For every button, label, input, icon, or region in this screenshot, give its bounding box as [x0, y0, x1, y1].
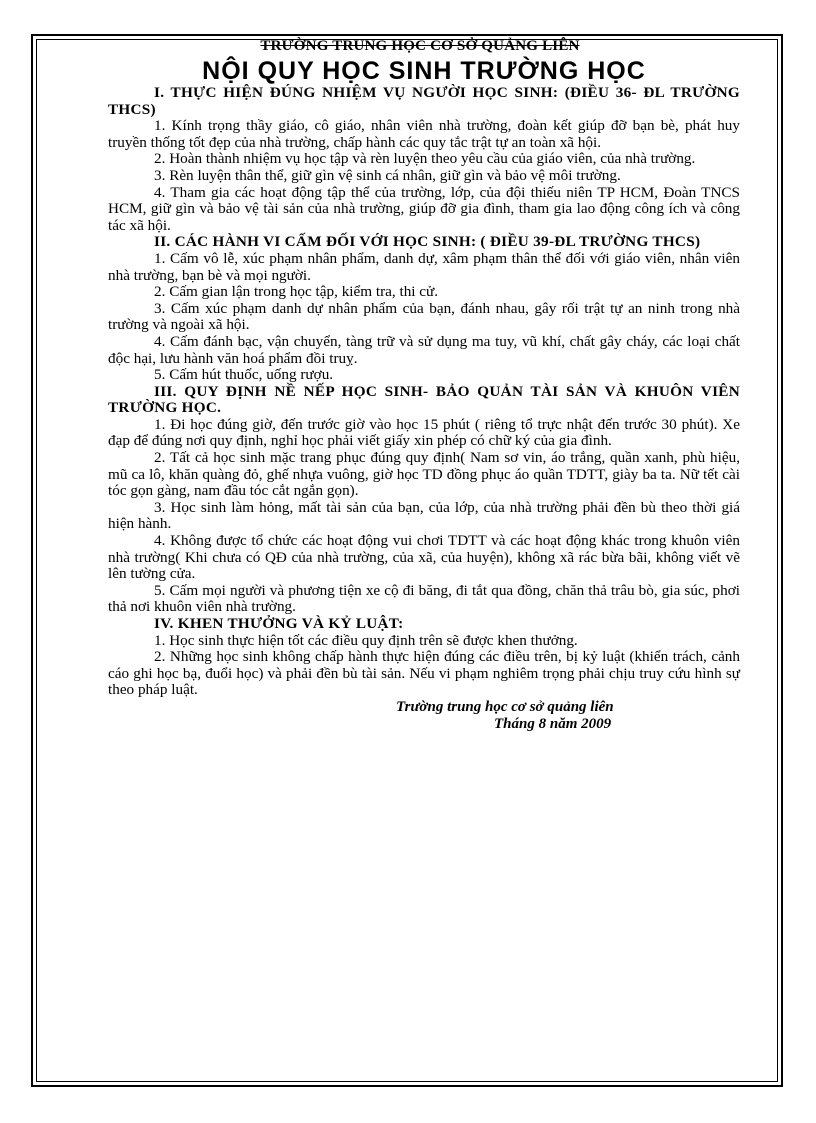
- signature-date: Tháng 8 năm 2009: [494, 715, 612, 732]
- section-heading: III. QUY ĐỊNH NỀ NẾP HỌC SINH- BẢO QUẢN TÀI SẢN VÀ KHUÔN VIÊN TRƯỜNG HỌC.: [108, 382, 740, 417]
- section-2: [108, 234, 740, 383]
- rule-item: 3. Rèn luyện thân thể, giữ gìn vệ sinh cá nhân, giữ gìn và bảo vệ môi trường.: [154, 166, 621, 184]
- rule-item: 4. Cấm đánh bạc, vận chuyển, tàng trữ và sử dụng ma tuy, vũ khí, chất gây cháy, các loại chất độc hại, lưu hành văn hoá phẩm đồi truỵ.: [108, 332, 740, 367]
- rule-item: 2. Tất cả học sinh mặc trang phục đúng quy định( Nam sơ vin, áo trắng, quần xanh, phù hiệu, mũ ca lô, khăn quàng đỏ, ghế nhựa vuông, giờ học TD đồng phục áo quần TDTT, giày ba ta. Nữ tết cài tóc gọn gàng, nam đầu tóc cắt ngắn gọn).: [108, 449, 740, 500]
- rule-item: 2. Cấm gian lận trong học tập, kiểm tra, thi cử.: [154, 283, 439, 301]
- section-1: [108, 85, 740, 234]
- rule-item: 3. Cấm xúc phạm danh dự nhân phẩm của bạn, đánh nhau, gây rối trật tự an ninh trong nhà trường và ngoài xã hội.: [108, 299, 740, 334]
- section-3: [108, 384, 740, 616]
- section-heading: I. THỰC HIỆN ĐÚNG NHIỆM VỤ NGƯỜI HỌC SINH: (ĐIỀU 36- ĐL TRƯỜNG THCS): [108, 84, 740, 118]
- document-body: [108, 38, 740, 733]
- rule-item: 3. Học sinh làm hỏng, mất tài sản của bạn, của lớp, của nhà trường phải đền bù theo thời giá hiện hành.: [108, 498, 740, 533]
- document-title: NỘI QUY HỌC SINH TRƯỜNG HỌC: [202, 57, 646, 85]
- rule-item: 4. Không được tổ chức các hoạt động vui chơi TDTT và các hoạt động khác trong khuôn viên nhà trường( Khi chưa có QĐ của nhà trường, của xã, của huyện), không xã rác bừa bãi, không viết vẽ lên tường cửa.: [108, 532, 740, 583]
- rule-item: 1. Học sinh thực hiện tốt các điều quy định trên sẽ được khen thưởng.: [154, 631, 578, 649]
- signature-block: [108, 699, 740, 733]
- rule-item: 1. Đi học đúng giờ, đến trước giờ vào học 15 phút ( riêng tổ trực nhật đến trước 30 phút). Xe đạp để đúng nơi quy định, nghỉ học phải viết giấy xin phép có chữ ký của gia đình.: [108, 415, 740, 450]
- section-4: [108, 616, 740, 699]
- rule-item: 1. Kính trọng thầy giáo, cô giáo, nhân viên nhà trường, đoàn kết giúp đỡ bạn bè, phát huy truyền thống tốt đẹp của nhà trường, chấp hành các quy tắc trật tự an toàn xã hội.: [108, 117, 740, 151]
- section-heading: IV. KHEN THƯỞNG VÀ KỶ LUẬT:: [154, 615, 404, 632]
- rule-item: 2. Những học sinh không chấp hành thực hiện đúng các điều trên, bị kỷ luật (khiển trách, cảnh cáo ghi học bạ, đuổi học) và phải đền bù tài sản. Nếu vi phạm nghiêm trọng phải chịu truy cứu hình sự theo pháp luật.: [108, 648, 740, 699]
- school-header: TRƯỜNG TRUNG HỌC CƠ SỞ QUẢNG LIÊN: [260, 38, 580, 54]
- rule-item: 2. Hoàn thành nhiệm vụ học tập và rèn luyện theo yêu cầu của giáo viên, của nhà trường.: [154, 150, 696, 168]
- rule-item: 5. Cấm mọi người và phương tiện xe cộ đi băng, đi tắt qua đồng, chăn thả trâu bò, gia súc, phơi thả nơi khuôn viên nhà trường.: [108, 581, 740, 616]
- rule-item: 5. Cấm hút thuốc, uống rượu.: [154, 366, 334, 384]
- signature-school: Trường trung học cơ sở quảng liên: [396, 698, 614, 715]
- rule-item: 4. Tham gia các hoạt động tập thể của trường, lớp, của đội thiếu niên TP HCM, Đoàn TNCS HCM, giữ gìn và bảo vệ tài sản của nhà trường, giúp đỡ gia đình, tham gia lao động công ích và công tác xã hội.: [108, 183, 740, 234]
- rule-item: 1. Cấm vô lễ, xúc phạm nhân phẩm, danh dự, xâm phạm thân thể đối với giáo viên, nhân viên nhà trường, bạn bè và mọi người.: [108, 249, 740, 284]
- section-heading: II. CÁC HÀNH VI CẤM ĐỐI VỚI HỌC SINH: ( ĐIỀU 39-ĐL TRƯỜNG THCS): [154, 233, 701, 251]
